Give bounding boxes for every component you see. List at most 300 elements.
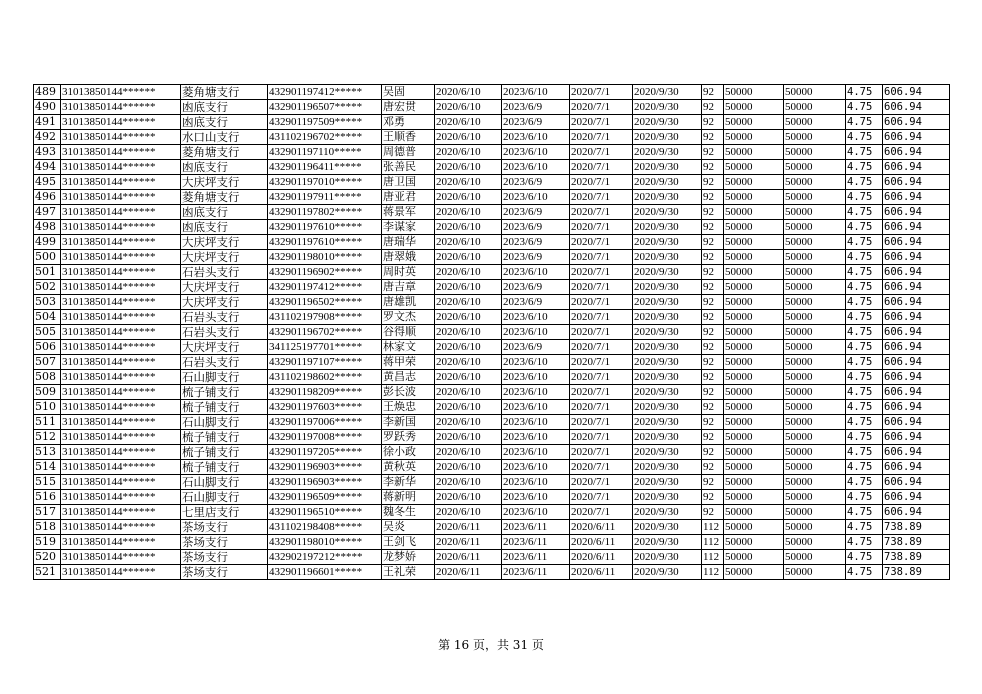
- loan-end-date-cell: 2023/6/9: [502, 100, 570, 115]
- days-cell: 112: [702, 535, 724, 550]
- interest-amount-cell: 606.94: [883, 115, 950, 130]
- principal-balance-cell: 50000: [784, 175, 846, 190]
- account-number-cell: 31013850144******: [61, 400, 181, 415]
- interest-rate-cell: 4.75: [846, 160, 883, 175]
- interest-start-date-cell: 2020/6/11: [570, 565, 633, 580]
- interest-start-date-cell: 2020/7/1: [570, 145, 633, 160]
- days-cell: 92: [702, 430, 724, 445]
- branch-name-cell: 七里店支行: [181, 505, 268, 520]
- customer-name-cell: 罗文杰: [382, 310, 435, 325]
- id-number-cell: 432901196510*****: [268, 505, 382, 520]
- interest-start-date-cell: 2020/7/1: [570, 175, 633, 190]
- customer-name-cell: 张善民: [382, 160, 435, 175]
- principal-balance-cell: 50000: [784, 535, 846, 550]
- id-number-cell: 432901197802*****: [268, 205, 382, 220]
- loan-end-date-cell: 2023/6/10: [502, 85, 570, 100]
- interest-end-date-cell: 2020/9/30: [633, 430, 702, 445]
- branch-name-cell: 水口山支行: [181, 130, 268, 145]
- interest-start-date-cell: 2020/7/1: [570, 355, 633, 370]
- row-index-cell: 510: [34, 400, 61, 415]
- branch-name-cell: 菱角塘支行: [181, 190, 268, 205]
- row-index-cell: 508: [34, 370, 61, 385]
- interest-amount-cell: 606.94: [883, 235, 950, 250]
- row-index-cell: 521: [34, 565, 61, 580]
- loan-start-date-cell: 2020/6/10: [435, 235, 502, 250]
- interest-start-date-cell: 2020/7/1: [570, 295, 633, 310]
- principal-balance-cell: 50000: [784, 100, 846, 115]
- loan-amount-cell: 50000: [724, 160, 784, 175]
- id-number-cell: 432901196502*****: [268, 295, 382, 310]
- interest-amount-cell: 606.94: [883, 295, 950, 310]
- account-number-cell: 31013850144******: [61, 475, 181, 490]
- principal-balance-cell: 50000: [784, 130, 846, 145]
- interest-start-date-cell: 2020/7/1: [570, 220, 633, 235]
- loan-amount-cell: 50000: [724, 205, 784, 220]
- interest-end-date-cell: 2020/9/30: [633, 160, 702, 175]
- row-index-cell: 515: [34, 475, 61, 490]
- loan-start-date-cell: 2020/6/10: [435, 400, 502, 415]
- branch-name-cell: 石山脚支行: [181, 370, 268, 385]
- interest-end-date-cell: 2020/9/30: [633, 385, 702, 400]
- row-index-cell: 509: [34, 385, 61, 400]
- loan-end-date-cell: 2023/6/10: [502, 505, 570, 520]
- loan-end-date-cell: 2023/6/11: [502, 565, 570, 580]
- account-number-cell: 31013850144******: [61, 310, 181, 325]
- interest-start-date-cell: 2020/7/1: [570, 115, 633, 130]
- principal-balance-cell: 50000: [784, 340, 846, 355]
- branch-name-cell: 石山脚支行: [181, 490, 268, 505]
- interest-rate-cell: 4.75: [846, 370, 883, 385]
- days-cell: 92: [702, 220, 724, 235]
- loan-amount-cell: 50000: [724, 310, 784, 325]
- loan-end-date-cell: 2023/6/10: [502, 355, 570, 370]
- row-index-cell: 502: [34, 280, 61, 295]
- id-number-cell: 341125197701*****: [268, 340, 382, 355]
- days-cell: 92: [702, 250, 724, 265]
- interest-start-date-cell: 2020/7/1: [570, 190, 633, 205]
- interest-amount-cell: 606.94: [883, 310, 950, 325]
- row-index-cell: 490: [34, 100, 61, 115]
- interest-end-date-cell: 2020/9/30: [633, 340, 702, 355]
- table-row: [34, 175, 950, 190]
- table-row: [34, 250, 950, 265]
- interest-rate-cell: 4.75: [846, 385, 883, 400]
- loan-start-date-cell: 2020/6/11: [435, 550, 502, 565]
- row-index-cell: 505: [34, 325, 61, 340]
- branch-name-cell: 梳子铺支行: [181, 385, 268, 400]
- customer-name-cell: 唐雄凯: [382, 295, 435, 310]
- interest-start-date-cell: 2020/6/11: [570, 550, 633, 565]
- loan-start-date-cell: 2020/6/10: [435, 175, 502, 190]
- interest-rate-cell: 4.75: [846, 550, 883, 565]
- interest-rate-cell: 4.75: [846, 565, 883, 580]
- table-row: [34, 400, 950, 415]
- days-cell: 92: [702, 370, 724, 385]
- loan-amount-cell: 50000: [724, 190, 784, 205]
- interest-rate-cell: 4.75: [846, 490, 883, 505]
- id-number-cell: 432901196601*****: [268, 565, 382, 580]
- branch-name-cell: 凼底支行: [181, 160, 268, 175]
- customer-name-cell: 唐亚君: [382, 190, 435, 205]
- loan-amount-cell: 50000: [724, 325, 784, 340]
- interest-amount-cell: 606.94: [883, 340, 950, 355]
- loan-end-date-cell: 2023/6/10: [502, 160, 570, 175]
- id-number-cell: 432901196903*****: [268, 475, 382, 490]
- principal-balance-cell: 50000: [784, 565, 846, 580]
- customer-name-cell: 黄秋英: [382, 460, 435, 475]
- account-number-cell: 31013850144******: [61, 325, 181, 340]
- branch-name-cell: 梳子铺支行: [181, 430, 268, 445]
- row-index-cell: 506: [34, 340, 61, 355]
- interest-start-date-cell: 2020/7/1: [570, 250, 633, 265]
- row-index-cell: 512: [34, 430, 61, 445]
- branch-name-cell: 大庆坪支行: [181, 250, 268, 265]
- interest-amount-cell: 606.94: [883, 280, 950, 295]
- interest-rate-cell: 4.75: [846, 220, 883, 235]
- loan-start-date-cell: 2020/6/10: [435, 190, 502, 205]
- interest-end-date-cell: 2020/9/30: [633, 175, 702, 190]
- customer-name-cell: 魏冬生: [382, 505, 435, 520]
- interest-start-date-cell: 2020/7/1: [570, 445, 633, 460]
- customer-name-cell: 龙梦娇: [382, 550, 435, 565]
- id-number-cell: 432901197412*****: [268, 85, 382, 100]
- days-cell: 92: [702, 310, 724, 325]
- row-index-cell: 504: [34, 310, 61, 325]
- loan-amount-cell: 50000: [724, 400, 784, 415]
- days-cell: 92: [702, 160, 724, 175]
- interest-end-date-cell: 2020/9/30: [633, 565, 702, 580]
- loan-start-date-cell: 2020/6/10: [435, 295, 502, 310]
- customer-name-cell: 王焕忠: [382, 400, 435, 415]
- interest-rate-cell: 4.75: [846, 295, 883, 310]
- loan-end-date-cell: 2023/6/10: [502, 385, 570, 400]
- interest-end-date-cell: 2020/9/30: [633, 535, 702, 550]
- account-number-cell: 31013850144******: [61, 385, 181, 400]
- account-number-cell: 31013850144******: [61, 205, 181, 220]
- days-cell: 92: [702, 115, 724, 130]
- interest-end-date-cell: 2020/9/30: [633, 250, 702, 265]
- loan-end-date-cell: 2023/6/9: [502, 220, 570, 235]
- customer-name-cell: 蒋景军: [382, 205, 435, 220]
- interest-start-date-cell: 2020/7/1: [570, 160, 633, 175]
- loan-end-date-cell: 2023/6/11: [502, 535, 570, 550]
- loan-start-date-cell: 2020/6/10: [435, 355, 502, 370]
- interest-amount-cell: 606.94: [883, 415, 950, 430]
- loan-end-date-cell: 2023/6/10: [502, 460, 570, 475]
- interest-end-date-cell: 2020/9/30: [633, 145, 702, 160]
- row-index-cell: 517: [34, 505, 61, 520]
- loan-amount-cell: 50000: [724, 445, 784, 460]
- account-number-cell: 31013850144******: [61, 235, 181, 250]
- principal-balance-cell: 50000: [784, 490, 846, 505]
- table-row: [34, 325, 950, 340]
- interest-rate-cell: 4.75: [846, 520, 883, 535]
- principal-balance-cell: 50000: [784, 85, 846, 100]
- interest-start-date-cell: 2020/7/1: [570, 385, 633, 400]
- interest-start-date-cell: 2020/6/11: [570, 535, 633, 550]
- loan-amount-cell: 50000: [724, 520, 784, 535]
- loan-start-date-cell: 2020/6/11: [435, 535, 502, 550]
- customer-name-cell: 唐卫国: [382, 175, 435, 190]
- interest-rate-cell: 4.75: [846, 175, 883, 190]
- loan-start-date-cell: 2020/6/10: [435, 160, 502, 175]
- interest-amount-cell: 606.94: [883, 400, 950, 415]
- interest-end-date-cell: 2020/9/30: [633, 205, 702, 220]
- loan-end-date-cell: 2023/6/10: [502, 190, 570, 205]
- branch-name-cell: 菱角塘支行: [181, 85, 268, 100]
- id-number-cell: 431102198408*****: [268, 520, 382, 535]
- table-row: [34, 190, 950, 205]
- account-number-cell: 31013850144******: [61, 340, 181, 355]
- account-number-cell: 31013850144******: [61, 295, 181, 310]
- id-number-cell: 432901198209*****: [268, 385, 382, 400]
- loan-end-date-cell: 2023/6/9: [502, 115, 570, 130]
- branch-name-cell: 茶场支行: [181, 565, 268, 580]
- loan-end-date-cell: 2023/6/11: [502, 520, 570, 535]
- interest-amount-cell: 606.94: [883, 475, 950, 490]
- loan-start-date-cell: 2020/6/10: [435, 445, 502, 460]
- branch-name-cell: 大庆坪支行: [181, 340, 268, 355]
- interest-rate-cell: 4.75: [846, 115, 883, 130]
- days-cell: 92: [702, 385, 724, 400]
- row-index-cell: 513: [34, 445, 61, 460]
- table-row: [34, 340, 950, 355]
- customer-name-cell: 吴固: [382, 85, 435, 100]
- loan-amount-cell: 50000: [724, 550, 784, 565]
- id-number-cell: 432901198010*****: [268, 250, 382, 265]
- id-number-cell: 432901197603*****: [268, 400, 382, 415]
- table-row: [34, 460, 950, 475]
- principal-balance-cell: 50000: [784, 310, 846, 325]
- loan-end-date-cell: 2023/6/10: [502, 130, 570, 145]
- interest-rate-cell: 4.75: [846, 415, 883, 430]
- loan-start-date-cell: 2020/6/10: [435, 430, 502, 445]
- principal-balance-cell: 50000: [784, 550, 846, 565]
- interest-amount-cell: 606.94: [883, 100, 950, 115]
- interest-end-date-cell: 2020/9/30: [633, 415, 702, 430]
- days-cell: 92: [702, 445, 724, 460]
- account-number-cell: 31013850144******: [61, 175, 181, 190]
- principal-balance-cell: 50000: [784, 505, 846, 520]
- id-number-cell: 432901197107*****: [268, 355, 382, 370]
- days-cell: 92: [702, 340, 724, 355]
- days-cell: 92: [702, 460, 724, 475]
- interest-amount-cell: 606.94: [883, 130, 950, 145]
- interest-start-date-cell: 2020/7/1: [570, 325, 633, 340]
- customer-name-cell: 周时英: [382, 265, 435, 280]
- customer-name-cell: 邓勇: [382, 115, 435, 130]
- id-number-cell: 432901196509*****: [268, 490, 382, 505]
- row-index-cell: 518: [34, 520, 61, 535]
- branch-name-cell: 凼底支行: [181, 205, 268, 220]
- customer-name-cell: 彭长波: [382, 385, 435, 400]
- loan-start-date-cell: 2020/6/10: [435, 250, 502, 265]
- interest-end-date-cell: 2020/9/30: [633, 115, 702, 130]
- interest-rate-cell: 4.75: [846, 250, 883, 265]
- interest-rate-cell: 4.75: [846, 145, 883, 160]
- id-number-cell: 432901197006*****: [268, 415, 382, 430]
- row-index-cell: 494: [34, 160, 61, 175]
- days-cell: 92: [702, 265, 724, 280]
- loan-amount-cell: 50000: [724, 475, 784, 490]
- principal-balance-cell: 50000: [784, 460, 846, 475]
- days-cell: 92: [702, 475, 724, 490]
- principal-balance-cell: 50000: [784, 190, 846, 205]
- loan-ledger-table: [33, 84, 950, 580]
- id-number-cell: 432901197412*****: [268, 280, 382, 295]
- row-index-cell: 520: [34, 550, 61, 565]
- interest-end-date-cell: 2020/9/30: [633, 310, 702, 325]
- loan-end-date-cell: 2023/6/9: [502, 340, 570, 355]
- branch-name-cell: 梳子铺支行: [181, 400, 268, 415]
- branch-name-cell: 菱角塘支行: [181, 145, 268, 160]
- customer-name-cell: 王礼荣: [382, 565, 435, 580]
- interest-rate-cell: 4.75: [846, 85, 883, 100]
- loan-start-date-cell: 2020/6/10: [435, 310, 502, 325]
- customer-name-cell: 吴炎: [382, 520, 435, 535]
- interest-amount-cell: 606.94: [883, 160, 950, 175]
- interest-rate-cell: 4.75: [846, 505, 883, 520]
- interest-end-date-cell: 2020/9/30: [633, 190, 702, 205]
- interest-amount-cell: 606.94: [883, 385, 950, 400]
- interest-rate-cell: 4.75: [846, 205, 883, 220]
- interest-amount-cell: 606.94: [883, 190, 950, 205]
- table-row: [34, 280, 950, 295]
- interest-start-date-cell: 2020/7/1: [570, 490, 633, 505]
- account-number-cell: 31013850144******: [61, 130, 181, 145]
- account-number-cell: 31013850144******: [61, 190, 181, 205]
- days-cell: 92: [702, 145, 724, 160]
- account-number-cell: 31013850144******: [61, 565, 181, 580]
- interest-rate-cell: 4.75: [846, 130, 883, 145]
- loan-amount-cell: 50000: [724, 565, 784, 580]
- interest-end-date-cell: 2020/9/30: [633, 220, 702, 235]
- account-number-cell: 31013850144******: [61, 160, 181, 175]
- interest-amount-cell: 606.94: [883, 250, 950, 265]
- account-number-cell: 31013850144******: [61, 280, 181, 295]
- account-number-cell: 31013850144******: [61, 250, 181, 265]
- loan-start-date-cell: 2020/6/10: [435, 220, 502, 235]
- principal-balance-cell: 50000: [784, 430, 846, 445]
- row-index-cell: 516: [34, 490, 61, 505]
- ledger-body: [34, 85, 950, 580]
- interest-end-date-cell: 2020/9/30: [633, 325, 702, 340]
- id-number-cell: 432901196507*****: [268, 100, 382, 115]
- loan-end-date-cell: 2023/6/10: [502, 430, 570, 445]
- branch-name-cell: 大庆坪支行: [181, 175, 268, 190]
- loan-amount-cell: 50000: [724, 145, 784, 160]
- loan-start-date-cell: 2020/6/10: [435, 145, 502, 160]
- account-number-cell: 31013850144******: [61, 445, 181, 460]
- principal-balance-cell: 50000: [784, 475, 846, 490]
- account-number-cell: 31013850144******: [61, 220, 181, 235]
- row-index-cell: 501: [34, 265, 61, 280]
- loan-amount-cell: 50000: [724, 100, 784, 115]
- interest-amount-cell: 606.94: [883, 175, 950, 190]
- branch-name-cell: 大庆坪支行: [181, 235, 268, 250]
- interest-rate-cell: 4.75: [846, 100, 883, 115]
- loan-start-date-cell: 2020/6/11: [435, 520, 502, 535]
- interest-rate-cell: 4.75: [846, 265, 883, 280]
- principal-balance-cell: 50000: [784, 205, 846, 220]
- days-cell: 92: [702, 205, 724, 220]
- loan-start-date-cell: 2020/6/10: [435, 325, 502, 340]
- account-number-cell: 31013850144******: [61, 550, 181, 565]
- interest-start-date-cell: 2020/7/1: [570, 280, 633, 295]
- loan-end-date-cell: 2023/6/10: [502, 415, 570, 430]
- customer-name-cell: 唐吉章: [382, 280, 435, 295]
- interest-amount-cell: 606.94: [883, 220, 950, 235]
- interest-end-date-cell: 2020/9/30: [633, 295, 702, 310]
- interest-amount-cell: 606.94: [883, 370, 950, 385]
- customer-name-cell: 王剑飞: [382, 535, 435, 550]
- loan-end-date-cell: 2023/6/10: [502, 490, 570, 505]
- interest-start-date-cell: 2020/7/1: [570, 505, 633, 520]
- principal-balance-cell: 50000: [784, 220, 846, 235]
- interest-rate-cell: 4.75: [846, 430, 883, 445]
- days-cell: 92: [702, 295, 724, 310]
- id-number-cell: 432901197911*****: [268, 190, 382, 205]
- interest-amount-cell: 606.94: [883, 325, 950, 340]
- id-number-cell: 432901196411*****: [268, 160, 382, 175]
- customer-name-cell: 蒋甲荣: [382, 355, 435, 370]
- branch-name-cell: 石岩头支行: [181, 310, 268, 325]
- interest-amount-cell: 606.94: [883, 505, 950, 520]
- principal-balance-cell: 50000: [784, 160, 846, 175]
- principal-balance-cell: 50000: [784, 445, 846, 460]
- row-index-cell: 497: [34, 205, 61, 220]
- loan-end-date-cell: 2023/6/10: [502, 145, 570, 160]
- interest-start-date-cell: 2020/7/1: [570, 460, 633, 475]
- loan-start-date-cell: 2020/6/10: [435, 460, 502, 475]
- loan-end-date-cell: 2023/6/10: [502, 310, 570, 325]
- table-row: [34, 145, 950, 160]
- interest-end-date-cell: 2020/9/30: [633, 235, 702, 250]
- interest-amount-cell: 606.94: [883, 490, 950, 505]
- customer-name-cell: 唐翠娥: [382, 250, 435, 265]
- id-number-cell: 432901197610*****: [268, 235, 382, 250]
- row-index-cell: 489: [34, 85, 61, 100]
- customer-name-cell: 李谋家: [382, 220, 435, 235]
- id-number-cell: 432901197610*****: [268, 220, 382, 235]
- account-number-cell: 31013850144******: [61, 265, 181, 280]
- principal-balance-cell: 50000: [784, 355, 846, 370]
- loan-amount-cell: 50000: [724, 175, 784, 190]
- interest-amount-cell: 738.89: [883, 520, 950, 535]
- interest-amount-cell: 606.94: [883, 430, 950, 445]
- interest-rate-cell: 4.75: [846, 325, 883, 340]
- table-row: [34, 265, 950, 280]
- account-number-cell: 31013850144******: [61, 430, 181, 445]
- interest-end-date-cell: 2020/9/30: [633, 355, 702, 370]
- interest-amount-cell: 606.94: [883, 355, 950, 370]
- loan-start-date-cell: 2020/6/11: [435, 565, 502, 580]
- loan-end-date-cell: 2023/6/10: [502, 475, 570, 490]
- row-index-cell: 500: [34, 250, 61, 265]
- page-number: 第 16 页，共 31 页: [438, 638, 544, 652]
- interest-rate-cell: 4.75: [846, 475, 883, 490]
- id-number-cell: 432901196902*****: [268, 265, 382, 280]
- table-row: [34, 115, 950, 130]
- loan-end-date-cell: 2023/6/9: [502, 175, 570, 190]
- interest-rate-cell: 4.75: [846, 280, 883, 295]
- loan-end-date-cell: 2023/6/9: [502, 235, 570, 250]
- interest-rate-cell: 4.75: [846, 235, 883, 250]
- id-number-cell: 432901197010*****: [268, 175, 382, 190]
- loan-end-date-cell: 2023/6/10: [502, 370, 570, 385]
- interest-amount-cell: 738.89: [883, 535, 950, 550]
- loan-amount-cell: 50000: [724, 490, 784, 505]
